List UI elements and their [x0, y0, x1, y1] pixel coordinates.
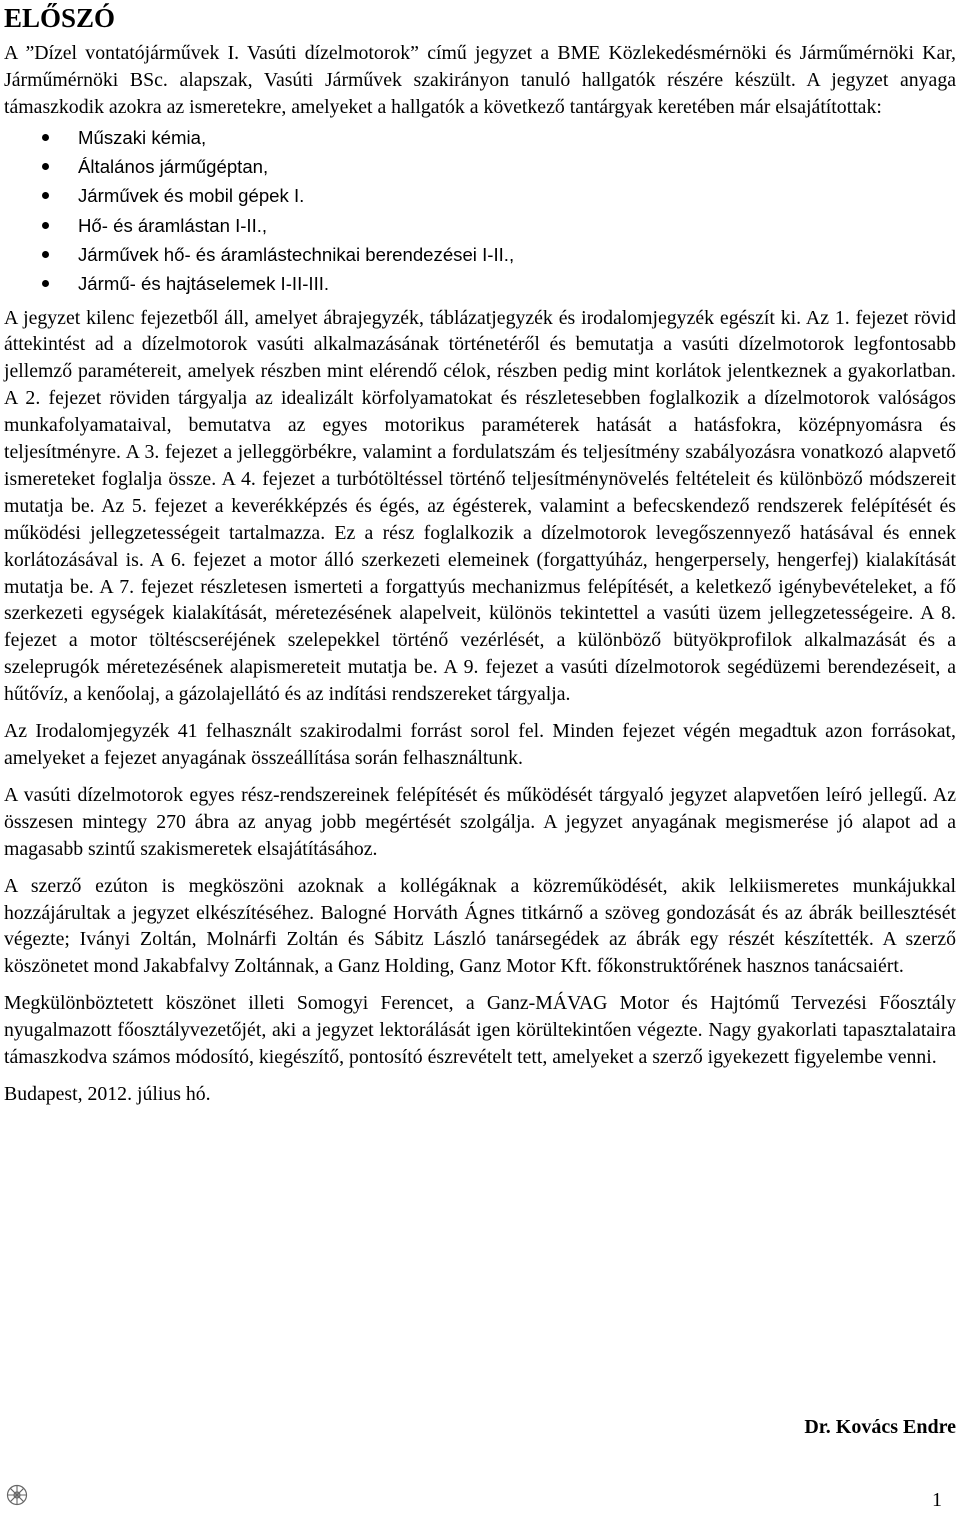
- list-item: Hő- és áramlástan I-II.,: [4, 211, 956, 240]
- page-number: 1: [932, 1489, 942, 1511]
- acknowledgement-paragraph: A szerző ezúton is megköszöni azoknak a kollégáknak a közreműködését, akik lelkiismeretes munkájukkal hozzájárultak a jegyzet elkészítéséhez. Balogné Horváth Ágnes titkárnő a szöveg gondozását és az ábrák beillesztését végezte; Iványi Zoltán, Molnárfi Zoltán és Sábitz László tanársegédek az ábrák egy részét készítették. A szerző köszönetet mond Jakabfalvy Zoltánnak, a Ganz Holding, Ganz Motor Kft. főkonstruktőrének hasznos tanácsaiért.: [4, 874, 956, 978]
- document-body: [4, 40, 956, 1108]
- chapters-paragraph: A jegyzet kilenc fejezetből áll, amelyet ábrajegyzék, táblázatjegyzék és irodalomjegyzék egészít ki. Az 1. fejezet rövid áttekintést ad a dízelmotorok vasúti alkalmazásának történetéről és bemutatja a vasúti dízelmotorok legfontosabb jellemző paramétereit, amelyek részben mint elérendő célok, részben pedig mint korlátok jelentkeznek a gyakorlatban. A 2. fejezet röviden tárgyalja az idealizált körfolyamatokat és részletesebben foglalkozik a dízelmotorok valóságos munkafolyamataival, bemutatva az egyes motorikus paraméterek hatását a hatásfokra, középnyomásra és teljesítményre. A 3. fejezet a jelleggörbékre, valamint a fordulatszám és teljesítmény szabályozásra vonatkozó alapvető ismereteket foglalja össze. A 4. fejezet a turbótöltéssel történő teljesítménynövelés feltételeit és különböző módszereit mutatja be. Az 5. fejezet a keverékképzés és égés, az égésterek, valamint a befecskendező rendszerek felépítését és működési jellegzetességeit tartalmazza. Ez a rész foglalkozik a dízelmotorok levegőszennyező hatásával és ennek korlátozásával is. A 6. fejezet a motor álló szerkezeti elemeinek (forgattyúház, hengerpersely, hengerfej) kialakítását mutatja be. A 7. fejezet részletesen ismerteti a forgattyús mechanizmus felépítését, a keletkező igénybevételeket, a fő szerkezeti egységek kialakítását, méretezésének alapelveit, különös tekintettel a vasúti üzem jellegzetességeire. A 8. fejezet a motor töltéscseréjének szelepekkel történő vezérlését, a különböző bütyökprofilok alkalmazását és a szeleprugók méretezésének alapismereteit mutatja be. A 9. fejezet a vasúti dízelmotorok segédüzemi berendezéseit, a hűtővíz, a kenőolaj, a gázolajellátó és az indítási rendszereket tárgyalja.: [4, 306, 956, 706]
- wheel-logo-icon: [6, 1484, 28, 1506]
- page-title: ELŐSZÓ: [4, 3, 116, 33]
- figures-paragraph: A vasúti dízelmotorok egyes rész-rendszereinek felépítését és működését tárgyaló jegyzet alapvetően leíró jellegű. Az összesen mintegy 270 ábra az anyag jobb megértését szolgálja. A jegyzet anyagának megismerése jó alapot ad a magasabb szintű szakismeretek elsajátításához.: [4, 783, 956, 860]
- list-item: Jármű- és hajtáselemek I-II-III.: [4, 269, 956, 298]
- list-item: Járművek és mobil gépek I.: [4, 181, 956, 210]
- author-signature: Dr. Kovács Endre: [804, 1416, 956, 1438]
- date-line: Budapest, 2012. július hó.: [4, 1082, 211, 1105]
- special-thanks-paragraph: Megkülönböztetett köszönet illeti Somogyi Ferencet, a Ganz-MÁVAG Motor és Hajtómű Tervezési Főosztály nyugalmazott főosztályvezetőjét, aki a jegyzet lektorálását igen körültekintően végezte. Nagy gyakorlati tapasztalataira támaszkodva számos módosító, kiegészítő, pontosító észrevételt tett, amelyeket a szerző igyekezett figyelembe venni.: [4, 992, 956, 1069]
- bullet-icon: [42, 134, 49, 141]
- list-item: Általános járműgéptan,: [4, 152, 956, 181]
- subject-list: [4, 123, 956, 299]
- list-item: Műszaki kémia,: [4, 123, 956, 152]
- bullet-icon: [42, 222, 49, 229]
- intro-paragraph: A ”Dízel vontatójárművek I. Vasúti dízelmotorok” című jegyzet a BME Közlekedésmérnöki és Járműmérnöki Kar, Járműmérnöki BSc. alapszak, Vasúti Járművek szakirányon tanuló hallgatók részére készült. A jegyzet anyaga támaszkodik azokra az ismeretekre, amelyeket a hallgatók a következő tantárgyak keretében már elsajátítottak:: [4, 42, 956, 118]
- list-item: Járművek hő- és áramlástechnikai berendezései I-II.,: [4, 240, 956, 269]
- bullet-icon: [42, 280, 49, 287]
- bullet-icon: [42, 251, 49, 258]
- bibliography-paragraph: Az Irodalomjegyzék 41 felhasznált szakirodalmi forrást sorol fel. Minden fejezet végén megadtuk azon forrásokat, amelyeket a fejezet anyagának összeállítása során felhasználtunk.: [4, 720, 956, 769]
- bullet-icon: [42, 163, 49, 170]
- bullet-icon: [42, 192, 49, 199]
